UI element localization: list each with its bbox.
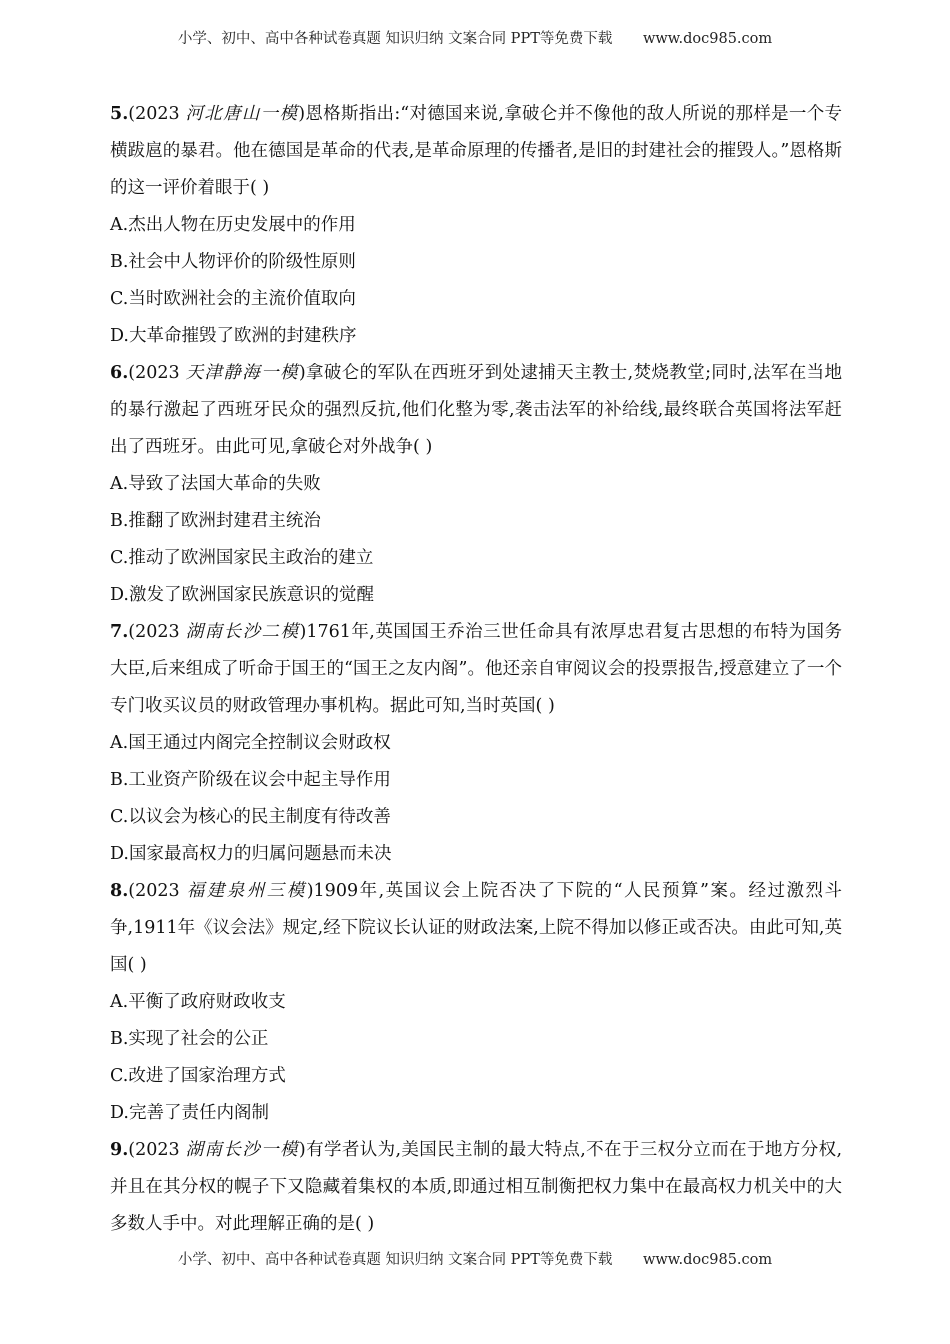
question-stem: 5.(2023 河北唐山一模)恩格斯指出:“对德国来说,拿破仑并不像他的敌人所说的那样是一个专横跋扈的暴君。他在德国是革命的代表,是革命原理的传播者,是旧的封建社会的摧毁人。”恩格斯的这一评价着眼于( ) — [110, 104, 842, 198]
question-number: 9 — [110, 1140, 123, 1160]
question-stem: 8.(2023 福建泉州三模)1909年,英国议会上院否决了下院的“人民预算”案。经过激烈斗争,1911年《议会法》规定,经下院议长认证的财政法案,上院不得加以修正或否决。由此可知,英国( ) — [110, 881, 842, 975]
question-number: 6 — [110, 363, 123, 383]
option-a: A.导致了法国大革命的失败 — [110, 474, 321, 494]
question-year: (2023 — [128, 622, 180, 642]
option-b: B.推翻了欧洲封建君主统治 — [110, 511, 321, 531]
question-stem: 7.(2023 湖南长沙二模)1761年,英国国王乔治三世任命具有浓厚忠君复古思想的布特为国务大臣,后来组成了听命于国王的“国王之友内阁”。他还亲自审阅议会的投票报告,授意建立了一个专门收买议员的财政管理办事机构。据此可知,当时英国( ) — [110, 622, 842, 716]
option-d: D.国家最高权力的归属问题悬而未决 — [110, 844, 392, 864]
question-stem: 9.(2023 湖南长沙一模)有学者认为,美国民主制的最大特点,不在于三权分立而在于地方分权,并且在其分权的幌子下又隐藏着集权的本质,即通过相互制衡把权力集中在最高权力机关中的大多数人手中。对此理解正确的是( ) — [110, 1140, 843, 1234]
question-source: 湖南长沙一模 — [185, 1140, 299, 1160]
option-d: D.完善了责任内阁制 — [110, 1103, 269, 1123]
footer-site-link[interactable]: www.doc985.com — [642, 1252, 773, 1268]
question-7 — [110, 614, 842, 873]
question-list — [110, 96, 842, 1243]
header-tagline: 小学、初中、高中各种试卷真题 知识归纳 文案合同 PPT等免费下载 — [177, 31, 613, 47]
question-text: )1909年,英国议会上院否决了下院的“人民预算”案。经过激烈斗争,1911年《议会法》规定,经下院议长认证的财政法案,上院不得加以修正或否决。由此可知,英国( ) — [110, 881, 842, 975]
question-text: )恩格斯指出:“对德国来说,拿破仑并不像他的敌人所说的那样是一个专横跋扈的暴君。他在德国是革命的代表,是革命原理的传播者,是旧的封建社会的摧毁人。”恩格斯的这一评价着眼于( ) — [110, 104, 842, 198]
option-a: A.杰出人物在历史发展中的作用 — [110, 215, 356, 235]
question-number: 7 — [110, 622, 123, 642]
option-d: D.激发了欧洲国家民族意识的觉醒 — [110, 585, 374, 605]
question-source: 福建泉州三模 — [186, 881, 307, 901]
question-text: )有学者认为,美国民主制的最大特点,不在于三权分立而在于地方分权,并且在其分权的幌子下又隐藏着集权的本质,即通过相互制衡把权力集中在最高权力机关中的大多数人手中。对此理解正确的是( ) — [110, 1140, 843, 1234]
header-site-link[interactable]: www.doc985.com — [642, 31, 773, 47]
question-stem: 6.(2023 天津静海一模)拿破仑的军队在西班牙到处逮捕天主教士,焚烧教堂;同时,法军在当地的暴行激起了西班牙民众的强烈反抗,他们化整为零,袭击法军的补给线,最终联合英国将法军赶出了西班牙。由此可见,拿破仑对外战争( ) — [110, 363, 842, 457]
option-c: C.以议会为核心的民主制度有待改善 — [110, 807, 391, 827]
option-a: A.国王通过内阁完全控制议会财政权 — [110, 733, 391, 753]
question-year: (2023 — [128, 1140, 180, 1160]
option-c: C.推动了欧洲国家民主政治的建立 — [110, 548, 374, 568]
question-8 — [110, 873, 842, 1132]
question-5 — [110, 96, 842, 355]
question-text: )1761年,英国国王乔治三世任命具有浓厚忠君复古思想的布特为国务大臣,后来组成了听命于国王的“国王之友内阁”。他还亲自审阅议会的投票报告,授意建立了一个专门收买议员的财政管理办事机构。据此可知,当时英国( ) — [110, 622, 842, 716]
question-year: (2023 — [128, 881, 180, 901]
question-number: 8 — [110, 881, 123, 901]
option-a: A.平衡了政府财政收支 — [110, 992, 286, 1012]
footer-tagline: 小学、初中、高中各种试卷真题 知识归纳 文案合同 PPT等免费下载 — [177, 1252, 613, 1268]
question-number: 5 — [110, 104, 123, 124]
question-source: 河北唐山一模 — [185, 104, 299, 124]
option-b: B.社会中人物评价的阶级性原则 — [110, 252, 356, 272]
question-year: (2023 — [128, 104, 180, 124]
question-6 — [110, 355, 842, 614]
option-b: B.实现了社会的公正 — [110, 1029, 269, 1049]
option-c: C.当时欧洲社会的主流价值取向 — [110, 289, 356, 309]
question-year: (2023 — [128, 363, 180, 383]
question-source: 湖南长沙二模 — [185, 622, 300, 642]
option-c: C.改进了国家治理方式 — [110, 1066, 286, 1086]
question-source: 天津静海一模 — [185, 363, 299, 383]
page-footer — [0, 1248, 950, 1269]
question-9 — [110, 1132, 842, 1243]
question-text: )拿破仑的军队在西班牙到处逮捕天主教士,焚烧教堂;同时,法军在当地的暴行激起了西班牙民众的强烈反抗,他们化整为零,袭击法军的补给线,最终联合英国将法军赶出了西班牙。由此可见,拿破仑对外战争( ) — [110, 363, 842, 457]
option-b: B.工业资产阶级在议会中起主导作用 — [110, 770, 391, 790]
option-d: D.大革命摧毁了欧洲的封建秩序 — [110, 326, 357, 346]
page-header — [0, 27, 950, 48]
